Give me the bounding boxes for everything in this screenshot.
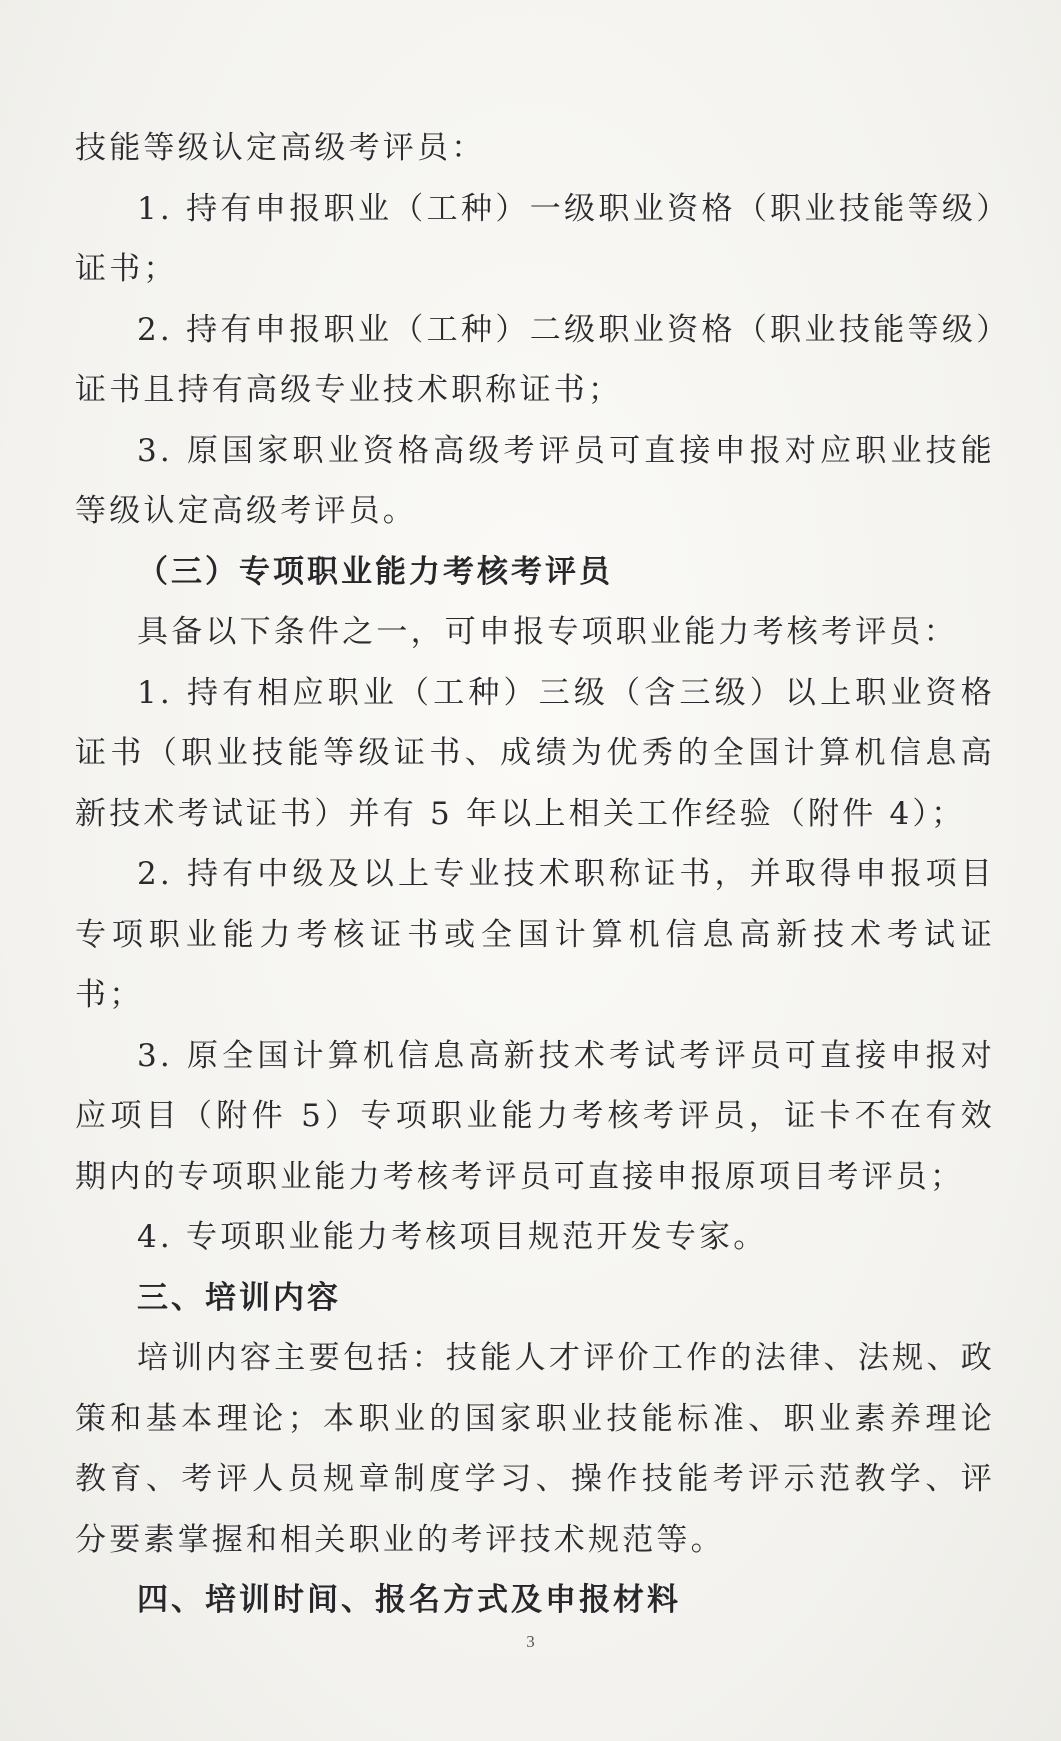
paragraph-continuation: 技能等级认定高级考评员： xyxy=(75,130,486,166)
paragraph-training-content: 培训内容主要包括：技能人才评价工作的法律、法规、政策和基本理论；本职业的国家职业技能标准、职业素养理论教育、考评人员规章制度学习、操作技能考评示范教学、评分要素掌握和相关职业的考评技术规范等。 xyxy=(75,1340,995,1558)
paragraph-condition-1: 1. 持有相应职业（工种）三级（含三级）以上职业资格证书（职业技能等级证书、成绩为优秀的全国计算机信息高新技术考试证书）并有 5 年以上相关工作经验（附件 4）； xyxy=(75,674,995,832)
section-heading-special-vocational: （三）专项职业能力考核考评员 xyxy=(137,553,613,590)
paragraph-conditions-intro: 具备以下条件之一，可申报专项职业能力考核考评员： xyxy=(137,614,958,650)
paragraph-item-1: 1. 持有申报职业（工种）一级职业资格（职业技能等级）证书； xyxy=(75,190,995,287)
paragraph-item-2: 2. 持有申报职业（工种）二级职业资格（职业技能等级）证书且持有高级专业技术职称证书； xyxy=(75,311,995,408)
section-heading-training-content: 三、培训内容 xyxy=(137,1279,341,1316)
section-heading-training-time: 四、培训时间、报名方式及申报材料 xyxy=(137,1582,681,1618)
paragraph-condition-2: 2. 持有中级及以上专业技术职称证书，并取得申报项目专项职业能力考核证书或全国计算机信息高新技术考试证书； xyxy=(75,856,995,1013)
document-body xyxy=(75,118,995,1631)
page-number: 3 xyxy=(526,1632,535,1651)
paragraph-condition-3: 3. 原全国计算机信息高新技术考试考评员可直接申报对应项目（附件 5）专项职业能力考核考评员，证卡不在有效期内的专项职业能力考核考评员可直接申报原项目考评员； xyxy=(75,1037,995,1195)
paragraph-item-3: 3. 原国家职业资格高级考评员可直接申报对应职业技能等级认定高级考评员。 xyxy=(75,432,995,529)
paragraph-condition-4: 4. 专项职业能力考核项目规范开发专家。 xyxy=(137,1219,768,1255)
